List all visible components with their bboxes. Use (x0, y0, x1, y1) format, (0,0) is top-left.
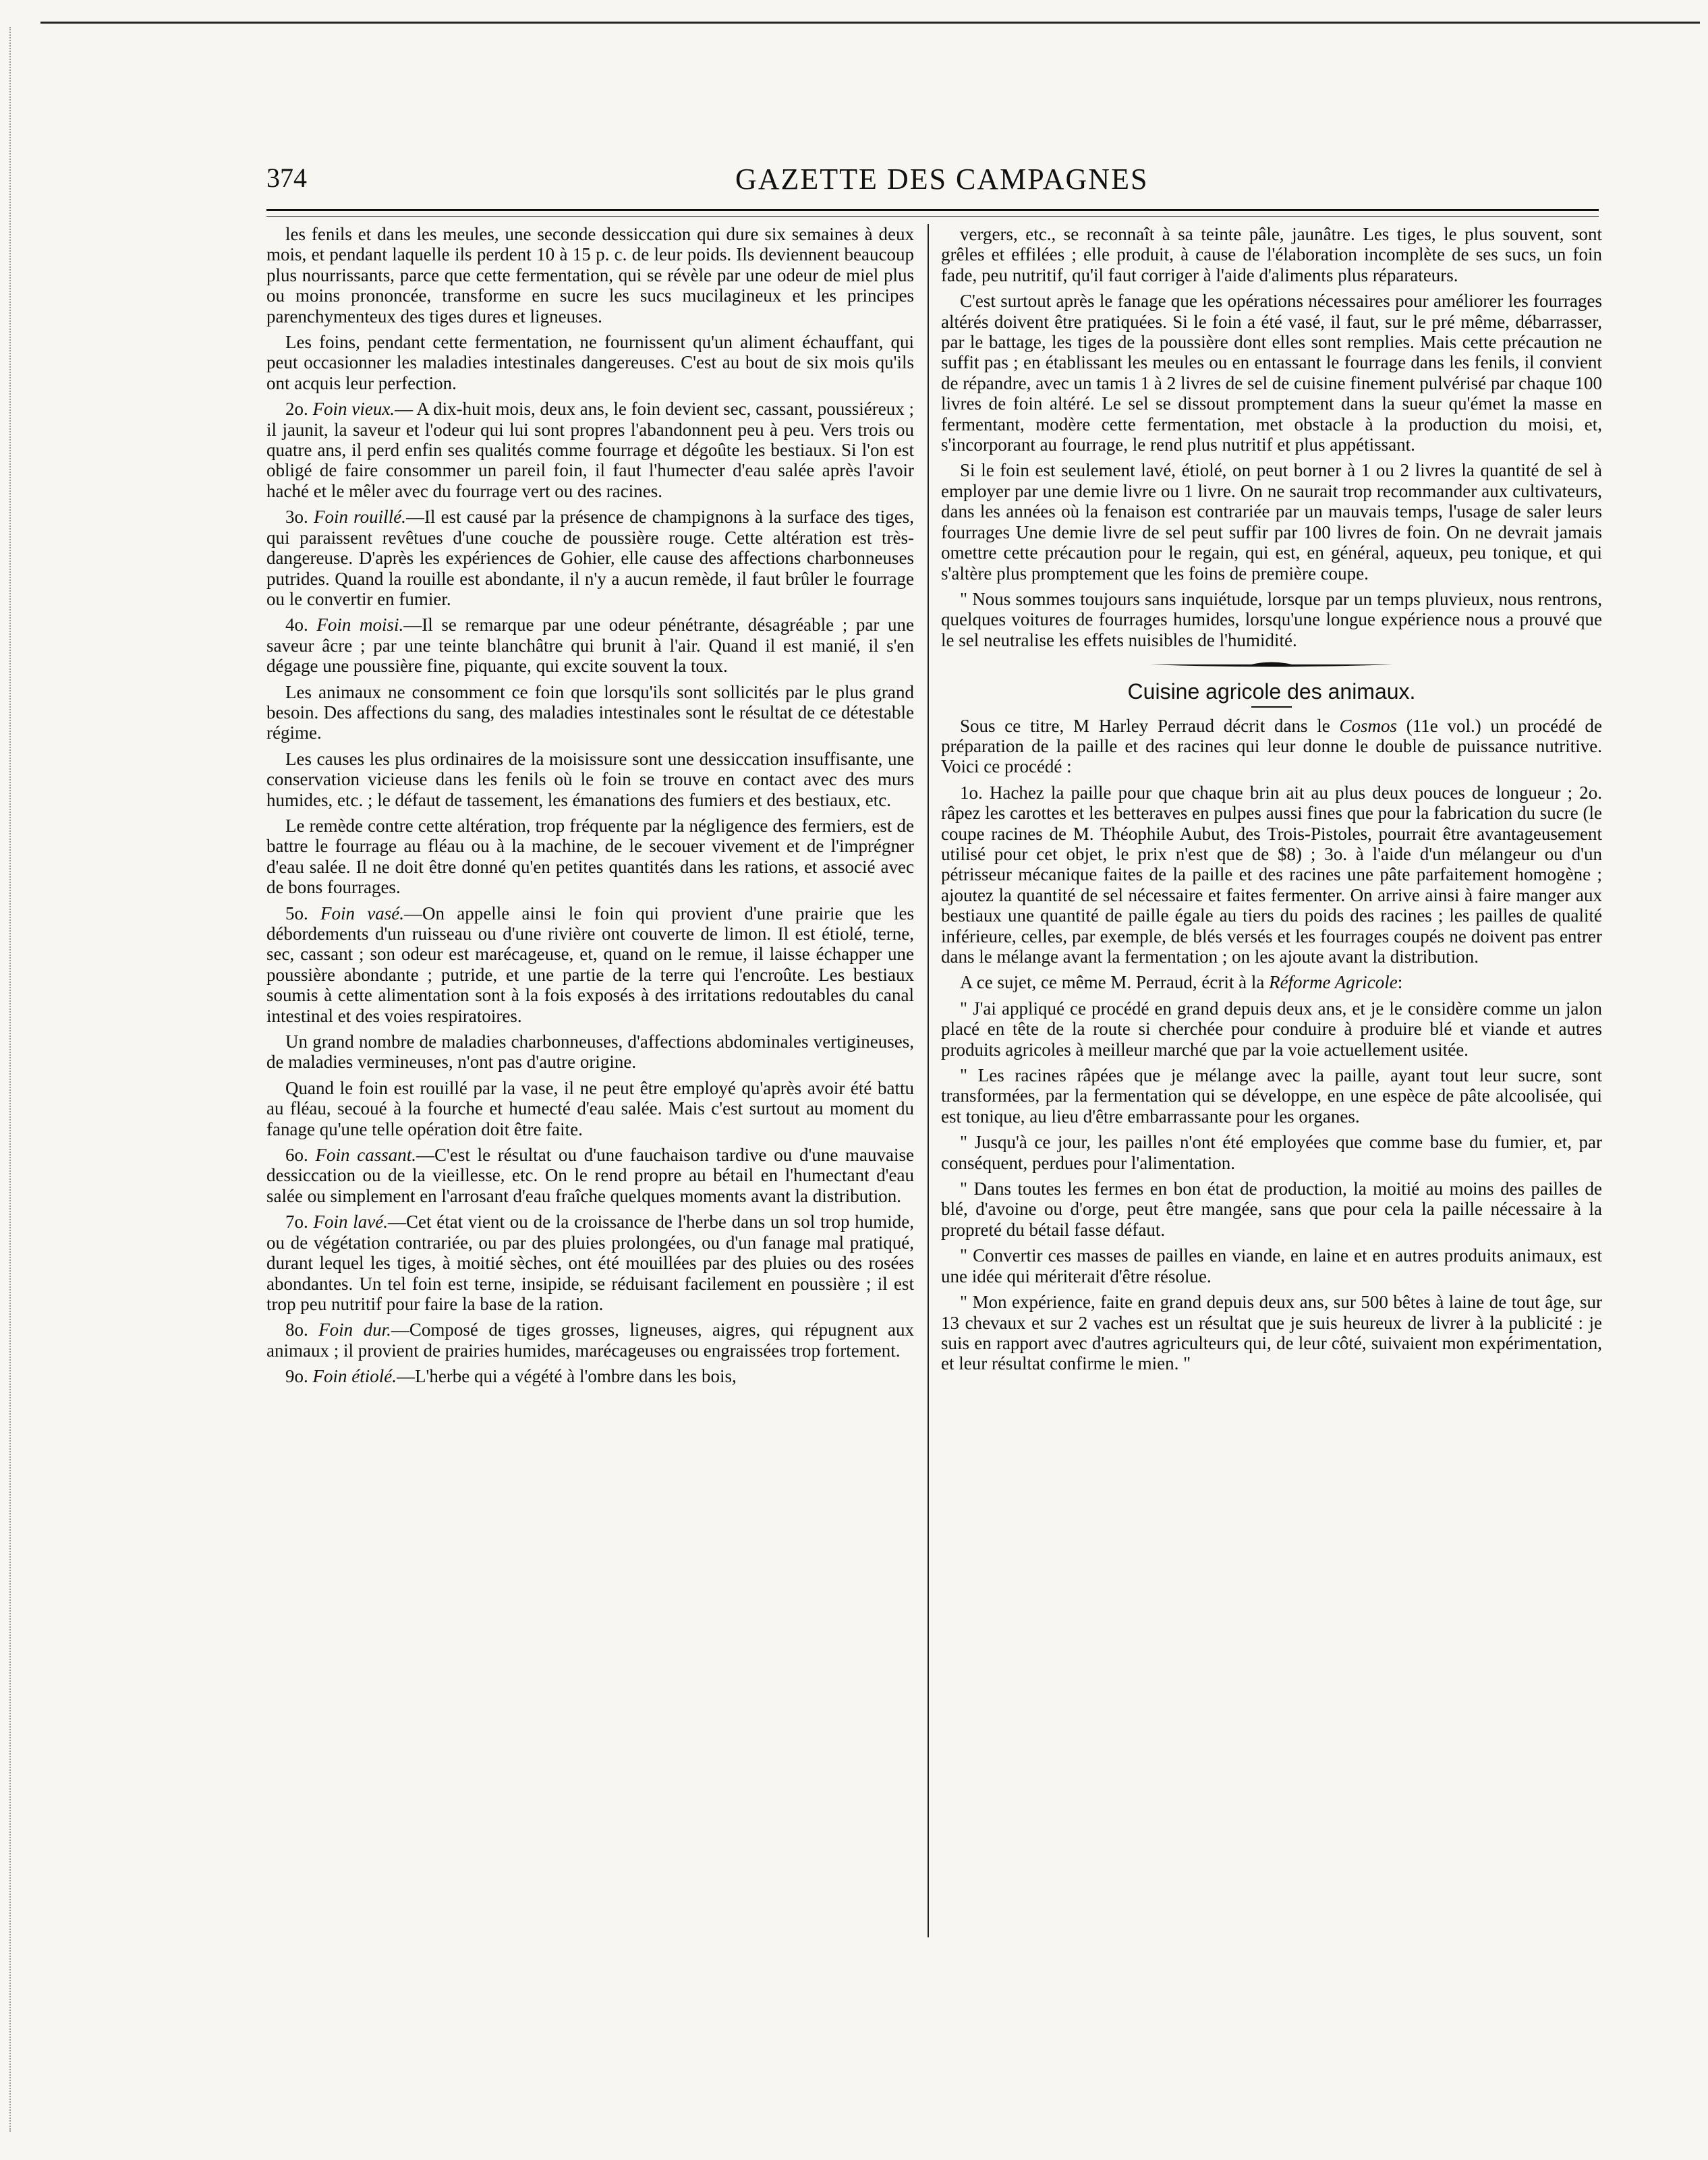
paragraph (941, 972, 1602, 992)
ornamental-rule (1150, 660, 1393, 669)
item-number: 2o. (285, 399, 308, 420)
paragraph: " Convertir ces masses de pailles en viande, en laine et en autres produits animaux, est une idée qui mériterait d'être résolue. (941, 1245, 1602, 1286)
item-number: 8o. (285, 1319, 308, 1340)
item-title: Foin moisi. (316, 615, 404, 635)
item-text: —On appelle ainsi le foin qui provient d'une prairie que les débordements d'un ruisseau ou d'une rivière ont couverte de limon. Il est étiolé, terne, sec, cassant ; son odeur est marécageuse, et, quand on le remue, il laisse échapper une poussière abondante ; putride, et une partie de la terre qui l'encroûte. Les bestiaux soumis à cette alimentation sont à la fois exposés à des irritations redoutables du canal intestinal et des voies respiratoires. (266, 903, 914, 1026)
paragraph (266, 1145, 914, 1206)
paragraph: " Dans toutes les fermes en bon état de production, la moitié au moins des pailles de blé, d'avoine ou d'orge, peut être mangée, sans que pour cela la paille nécessaire à la propreté du bétail fasse défaut. (941, 1178, 1602, 1240)
paragraph (266, 399, 914, 501)
item-title: Foin rouillé. (313, 507, 406, 528)
paragraph: vergers, etc., se reconnaît à sa teinte pâle, jaunâtre. Les tiges, le plus souvent, sont grêles et effilées ; elle produit, à cause de l'élaboration incomplète de ses sucs, un foin fade, peu nutritif, qu'il faut corriger à l'aide d'aliments plus réparateurs. (941, 224, 1602, 285)
paragraph (266, 1212, 914, 1314)
section-title: Cuisine agricole des animaux. (1127, 679, 1416, 704)
text: Sous ce titre, M Harley Perraud décrit dans le (960, 715, 1340, 736)
paragraph: " Mon expérience, faite en grand depuis deux ans, sur 500 bêtes à laine de tout âge, sur 13 chevaux et sur 2 vaches est un résultat que je suis heureux de livrer à la publicité : je suis en rapport avec d'autres agriculteurs qui, de leur côté, suivaient mon expérimentation, et leur résultat confirme le mien. " (941, 1292, 1602, 1374)
text: (11e vol.) un procédé de préparation de la paille et des racines qui leur donne le double de puissance nutritive. Voici ce procédé : (941, 715, 1602, 777)
paragraph: Les causes les plus ordinaires de la moisissure sont une dessiccation insuffisante, une conservation vicieuse dans les fenils où le foin se trouve en contact avec des murs humides, etc. ; le défaut de tassement, les émanations des fumiers et des bestiaux, etc. (266, 748, 914, 810)
paragraph: Si le foin est seulement lavé, étiolé, on peut borner à 1 ou 2 livres la quantité de sel à employer par une demie livre ou 1 livre. On ne saurait trop recommander aux cultivateurs, dans les années où la fenaison est contrariée par un mauvais temps, l'usage de saler leurs fourrages Une demie livre de sel peut suffir par 100 livres de foin. On ne devrait jamais omettre cette précaution pour le regain, qui est, en général, aqueux, peu tonique, et qui s'altère plus promptement que les foins de première coupe. (941, 460, 1602, 584)
item-number: 4o. (285, 615, 308, 635)
item-text: —Composé de tiges grosses, ligneuses, aigres, qui répugnent aux animaux ; il provient de prairies humides, marécageuses ou engraissées trop fortement. (266, 1319, 914, 1361)
running-head: GAZETTE DES CAMPAGNES (735, 163, 1149, 196)
item-text: —Cet état vient ou de la croissance de l'herbe dans un sol trop humide, ou de végétation contrariée, ou par des pluies prolongées, ou d'un fanage mal pratiqué, durant lequel les tiges, à moitié sèches, ont été mouillées par des pluies ou des rosées abondantes. Un tel foin est terne, insipide, se réduisant facilement en poussière ; il est trop peu nutritif pour faire la base de la ration. (266, 1212, 915, 1314)
item-text: — A dix-huit mois, deux ans, le foin devient sec, cassant, poussiéreux ; il jaunit, la saveur et l'odeur qui lui sont propres l'abandonnent peu à peu. Vers trois ou quatre ans, il perd enfin ses qualités comme fourrage et dégoûte les bestiaux. Si l'on est obligé de faire consommer un pareil foin, il faut l'humecter d'eau salée après l'avoir haché et le mêler avec du fourrage vert ou des racines. (266, 399, 915, 501)
column-divider (928, 224, 929, 1937)
item-number: 6o. (285, 1145, 308, 1166)
paragraph: C'est surtout après le fanage que les opérations nécessaires pour améliorer les fourrages altérés doivent être pratiquées. Si le foin a été vasé, il faut, sur le pré même, débarrasser, par le battage, les tiges de la poussière dont elles sont remplies. Mais cette précaution ne suffit pas ; en établissant les meules ou en entassant le fourrage dans les fenils, il convient de répandre, avec un tamis 1 à 2 livres de sel de cuisine finement pulvérisé par chaque 100 livres de foin altéré. Le sel se dissout promptement dans la sueur qu'émet la masse en fermentant, modère cette fermentation, met obstacle à la production du moisi, et, s'incorporant au fourrage, le rend plus nutritif et plus appétissant. (941, 291, 1602, 455)
left-column (266, 224, 914, 1937)
paragraph (266, 507, 914, 609)
paragraph: Les animaux ne consomment ce foin que lorsqu'ils sont sollicités par le plus grand besoin. Des affections du sang, des maladies intestinales sont le résultat de ce détestable régime. (266, 681, 914, 743)
journal-name: Réforme Agricole (1269, 972, 1398, 993)
item-number: 7o. (285, 1212, 308, 1232)
paragraph (266, 1319, 914, 1361)
item-number: 5o. (285, 903, 308, 923)
paragraph: les fenils et dans les meules, une seconde dessiccation qui dure six semaines à deux mois, et pendant laquelle ils perdent 10 à 15 p. c. de leur poids. Ils deviennent beaucoup plus nourrissants, parce que cette fermentation, qui se révèle par une odeur de miel plus ou moins prononcée, transforme en sucre les sucs mucilagineux et les principes parenchymenteux des tiges dures et ligneuses. (266, 224, 914, 326)
paragraph: Un grand nombre de maladies charbonneuses, d'affections abdominales vertigineuses, de maladies vermineuses, n'ont pas d'autre origine. (266, 1031, 914, 1073)
paragraph (266, 903, 914, 1026)
item-number: 9o. (285, 1366, 308, 1387)
item-title: Foin cassant. (315, 1145, 416, 1166)
paragraph: 1o. Hachez la paille pour que chaque brin ait au plus deux pouces de longueur ; 2o. râpez les carottes et les betteraves en pulpes aussi fines que pour la fabrication du sucre (le coupe racines de M. Théophile Aubut, des Trois-Pistoles, pourrait être avantageusement utilisé pour cet objet, le prix n'est que de $8) ; 3o. à l'aide d'un mélangeur ou d'un pétrisseur mécanique faites de la paille et des racines une pâte parfaitement homogène ; ajoutez la quantité de sel nécessaire et faites fermenter. On arrive ainsi à faire manger aux bestiaux une quantité de paille égale au tiers du poids des racines ; les pailles de qualité inférieure, celles, par exemple, de blés versés et les fourrages coupés ne doivent pas entrer dans le mélange avant la fermentation ; on les ajoute avant la distribution. (941, 782, 1602, 967)
paragraph (266, 1366, 914, 1386)
item-title: Foin vieux. (312, 399, 395, 420)
title-rule (1251, 706, 1292, 708)
item-text: —C'est le résultat ou d'une fauchaison tardive ou d'une mauvaise dessiccation ou de la vieillesse, etc. On le rend propre au bétail en l'humectant d'eau salée ou simplement en l'arrosant d'eau fraîche quelques moments avant la distribution. (266, 1145, 915, 1206)
header-rule-thin (266, 216, 1599, 217)
item-title: Foin vasé. (320, 903, 405, 923)
paragraph: Quand le foin est rouillé par la vase, il ne peut être employé qu'après avoir été battu au fléau, secoué à la fourche et humecté d'eau salée. Mais c'est surtout au moment du fanage qu'une telle opération doit être faite. (266, 1077, 914, 1139)
paragraph (941, 716, 1602, 777)
paragraph: " Nous sommes toujours sans inquiétude, lorsque par un temps pluvieux, nous rentrons, quelques voitures de fourrages humides, lorsqu'une longue expérience nous a prouvé que le sel neutralise les effets nuisibles de l'humidité. (941, 588, 1602, 650)
paragraph (266, 615, 914, 676)
right-column (941, 224, 1602, 1937)
item-number: 3o. (285, 507, 308, 528)
paragraph: Les foins, pendant cette fermentation, ne fournissent qu'un aliment échauffant, qui peut occasionner les maladies intestinales dangereuses. C'est au bout de six mois qu'ils ont acquis leur perfection. (266, 332, 914, 393)
paragraph: " Jusqu'à ce jour, les pailles n'ont été employées que comme base du fumier, et, par conséquent, perdues pour l'alimentation. (941, 1132, 1602, 1173)
top-border (40, 22, 1700, 24)
paragraph: " J'ai appliqué ce procédé en grand depuis deux ans, et je le considère comme un jalon placé en tête de la route si cherchée pour conduire à produire blé et viande et autres produits agricoles à meilleur marché que par la voie actuellement usitée. (941, 998, 1602, 1060)
paragraph: Le remède contre cette altération, trop fréquente par la négligence des fermiers, est de battre le fourrage au fléau ou à la machine, de le secouer vivement et de l'imprégner d'eau salée. Il ne doit être donné qu'en petites quantités dans les rations, et associé avec de bons fourrages. (266, 815, 914, 898)
item-text: —L'herbe qui a végété à l'ombre dans les bois, (396, 1366, 737, 1387)
page-edge (9, 27, 13, 2132)
paragraph: " Les racines râpées que je mélange avec la paille, ayant tout leur sucre, sont transformées, par la fermentation qui se développe, en une espèce de pâte alcoolisée, qui est tonique, au lieu d'être embarrassante pour les organes. (941, 1065, 1602, 1127)
item-title: Foin lavé. (313, 1212, 389, 1232)
item-title: Foin dur. (318, 1319, 391, 1340)
item-title: Foin étiolé. (312, 1366, 397, 1387)
header-rule-thick (266, 209, 1599, 211)
page-number: 374 (266, 163, 307, 193)
item-text: —Il est causé par la présence de champignons à la surface des tiges, qui paraissent revêtues d'une couche de poussière rouge. Cette altération est très-dangereuse. D'après les expériences de Gohier, elle cause des affections charbonneuses putrides. Quand la rouille est abondante, il n'y a aucun remède, il faut brûler le fourrage ou le convertir en fumier. (266, 507, 914, 609)
text: A ce sujet, ce même M. Perraud, écrit à la (960, 972, 1270, 993)
item-text: —Il se remarque par une odeur pénétrante, désagréable ; par une saveur âcre ; par une teinte blanchâtre qui brunit à l'air. Quand il est manié, il s'en dégage une poussière fine, piquante, qui excite souvent la toux. (266, 615, 914, 677)
text: : (1397, 972, 1403, 993)
journal-name: Cosmos (1339, 715, 1398, 736)
